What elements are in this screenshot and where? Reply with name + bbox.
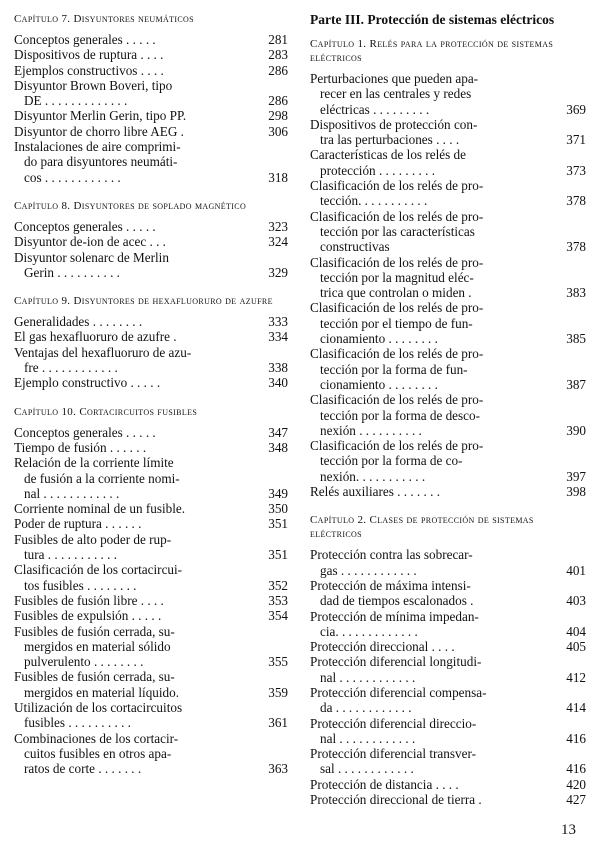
toc-entry-line: tura . . . . . . . . . . . xyxy=(24,547,118,563)
toc-entry xyxy=(14,314,288,329)
toc-page-ref: 329 xyxy=(268,264,288,280)
toc-entry-line: Clasificación de los relés de pro- xyxy=(310,178,484,194)
toc-entry-line: nal . . . . . . . . . . . . xyxy=(320,669,416,685)
toc-chapter xyxy=(14,294,288,390)
toc-page-ref: 359 xyxy=(268,684,288,700)
toc-entry-line: cionamiento . . . . . . . . xyxy=(320,331,438,347)
toc-entry xyxy=(310,609,586,640)
toc-chapter xyxy=(310,37,586,499)
toc-page-ref: 378 xyxy=(566,239,586,255)
toc-entry xyxy=(310,716,586,747)
chapter-title: Capítulo 7. Disyuntores neumáticos xyxy=(14,13,194,25)
toc-entry xyxy=(14,375,288,390)
toc-page-ref: 371 xyxy=(566,132,586,148)
toc-page-ref: 349 xyxy=(268,485,288,501)
toc-entry-line: protección . . . . . . . . . xyxy=(320,162,435,178)
toc-page-ref: 355 xyxy=(268,654,288,670)
toc-entry-line: Utilización de los cortacircuitos xyxy=(14,699,183,715)
toc-entry xyxy=(310,300,586,346)
toc-entry-line: Clasificación de los relés de pro- xyxy=(310,346,484,362)
toc-entry xyxy=(14,63,288,78)
toc-page-ref: 353 xyxy=(268,592,288,608)
toc-chapter xyxy=(14,199,288,280)
toc-entry xyxy=(14,455,288,501)
toc-page-ref: 369 xyxy=(566,101,586,117)
chapter-title: Capítulo 2. Clases de protección de sistemas eléctricos xyxy=(310,514,534,541)
toc-entry xyxy=(310,209,586,255)
chapter-title: Capítulo 10. Cortacircuitos fusibles xyxy=(14,405,198,418)
toc-entry xyxy=(14,440,288,455)
toc-entry-line: El gas hexafluoruro de azufre . xyxy=(14,329,177,345)
page-number: 13 xyxy=(561,822,576,838)
chapter-title: Capítulo 1. Relés para la protección de sistemas eléctricos xyxy=(310,38,554,64)
toc-page-ref: 403 xyxy=(566,593,586,609)
toc-page-ref: 334 xyxy=(268,329,288,345)
toc-entry xyxy=(310,578,586,609)
toc-left-column xyxy=(14,12,288,790)
toc-entry-line: de fusión a la corriente nomi- xyxy=(24,470,180,486)
toc-page-ref: 416 xyxy=(566,730,586,746)
toc-entry-line: tección por las características xyxy=(320,223,475,239)
toc-page-ref: 318 xyxy=(268,169,288,185)
toc-entry-line: Protección diferencial compensa- xyxy=(310,684,487,700)
toc-entry-line: tección por el tiempo de fun- xyxy=(320,315,473,331)
toc-entry-line: constructivas xyxy=(320,239,390,255)
toc-entry-line: Protección direccional de tierra . xyxy=(310,792,482,808)
toc-page-ref: 340 xyxy=(268,375,288,391)
toc-chapter xyxy=(14,12,288,185)
toc-entry xyxy=(310,685,586,716)
toc-page-ref: 383 xyxy=(566,285,586,301)
toc-entry-line: Generalidades . . . . . . . . xyxy=(14,314,143,330)
toc-entry xyxy=(14,516,288,531)
toc-page-ref: 390 xyxy=(566,422,586,438)
toc-entry-line: Fusibles de alto poder de rup- xyxy=(14,531,172,547)
toc-entry-line: fusibles . . . . . . . . . . xyxy=(24,715,131,731)
toc-entry-line: Disyuntor Brown Boveri, tipo xyxy=(14,77,173,93)
toc-entry-line: Clasificación de los cortacircui- xyxy=(14,562,183,578)
toc-entry-line: gas . . . . . . . . . . . . xyxy=(320,562,417,578)
toc-page-ref: 412 xyxy=(566,669,586,685)
toc-entry-line: do para disyuntores neumáti- xyxy=(24,154,178,170)
toc-page-ref: 404 xyxy=(566,623,586,639)
toc-entry-line: trica que controlan o miden . xyxy=(320,285,472,301)
toc-entry-line: Clasificación de los relés de pro- xyxy=(310,208,484,224)
toc-page-ref: 283 xyxy=(268,47,288,63)
toc-entry xyxy=(14,329,288,344)
toc-entry-line: Corriente nominal de un fusible. xyxy=(14,501,186,517)
toc-entry-line: mergidos en material sólido xyxy=(24,638,171,654)
toc-entry-line: tección por la forma de desco- xyxy=(320,407,481,423)
toc-entry xyxy=(310,71,586,117)
toc-entry-line: Protección de mínima impedan- xyxy=(310,608,479,624)
toc-right-column xyxy=(310,12,586,821)
toc-entry-line: pulverulento . . . . . . . . xyxy=(24,654,144,670)
toc-page-ref: 398 xyxy=(566,484,586,500)
toc-chapter xyxy=(310,513,586,807)
toc-entry-line: tección. . . . . . . . . . . xyxy=(320,193,428,209)
toc-entry-line: Fusibles de fusión cerrada, su- xyxy=(14,669,175,685)
toc-page-ref: 348 xyxy=(268,439,288,455)
toc-entry xyxy=(14,219,288,234)
toc-entry-line: Clasificación de los relés de pro- xyxy=(310,300,484,316)
toc-entry-line: Clasificación de los relés de pro- xyxy=(310,438,484,454)
toc-entry-line: Conceptos generales . . . . . xyxy=(14,218,156,234)
toc-entry xyxy=(310,392,586,438)
toc-entry xyxy=(310,547,586,578)
toc-page-ref: 361 xyxy=(268,715,288,731)
toc-page-ref: 363 xyxy=(268,761,288,777)
toc-entry-line: Ejemplos constructivos . . . . xyxy=(14,62,164,78)
toc-entry xyxy=(14,624,288,670)
toc-page-ref: 323 xyxy=(268,218,288,234)
toc-page-ref: 405 xyxy=(566,639,586,655)
toc-entry xyxy=(14,108,288,123)
toc-page-ref: 351 xyxy=(268,547,288,563)
toc-page-ref: 378 xyxy=(566,193,586,209)
toc-entry-line: nexión . . . . . . . . . . xyxy=(320,422,422,438)
toc-entry-line: da . . . . . . . . . . . . xyxy=(320,700,412,716)
toc-entry-line: sal . . . . . . . . . . . . xyxy=(320,761,414,777)
toc-entry xyxy=(14,562,288,593)
chapter-title: Capítulo 9. Disyuntores de hexafluoruro de azufre xyxy=(14,295,273,308)
toc-entry-line: Dispositivos de protección con- xyxy=(310,116,478,132)
toc-entry-line: Fusibles de expulsión . . . . . xyxy=(14,608,162,624)
toc-page-ref: 324 xyxy=(268,234,288,250)
toc-entry-line: ratos de corte . . . . . . . xyxy=(24,761,142,777)
toc-page-ref: 354 xyxy=(268,608,288,624)
toc-entry-line: Conceptos generales . . . . . xyxy=(14,32,156,47)
toc-entry-line: Ventajas del hexafluoruro de azu- xyxy=(14,344,192,360)
toc-entry-line: Disyuntor de-ion de acec . . . xyxy=(14,234,166,250)
toc-page-ref: 416 xyxy=(566,761,586,777)
toc-entry xyxy=(14,532,288,563)
toc-page-ref: 286 xyxy=(268,93,288,109)
toc-entry xyxy=(310,792,586,807)
toc-entry-line: Dispositivos de ruptura . . . . xyxy=(14,47,164,63)
chapter-title: Capítulo 8. Disyuntores de soplado magnético xyxy=(14,199,247,212)
toc-page-ref: 281 xyxy=(268,32,288,47)
toc-entry xyxy=(14,669,288,700)
toc-entry-line: Disyuntor de chorro libre AEG . xyxy=(14,123,184,139)
toc-entry-line: Protección direccional . . . . xyxy=(310,639,455,655)
toc-page-ref: 397 xyxy=(566,468,586,484)
toc-entry-line: cuitos fusibles en otros apa- xyxy=(24,745,172,761)
toc-page-ref: 286 xyxy=(268,62,288,78)
toc-entry xyxy=(14,700,288,731)
toc-entry-line: Clasificación de los relés de pro- xyxy=(310,254,484,270)
toc-entry xyxy=(310,639,586,654)
toc-entry-line: Disyuntor Merlin Gerin, tipo PP. xyxy=(14,108,187,124)
toc-entry xyxy=(310,117,586,148)
toc-page-ref: 414 xyxy=(566,700,586,716)
toc-page-ref: 298 xyxy=(268,108,288,124)
toc-entry xyxy=(14,501,288,516)
toc-entry-line: Protección diferencial longitudi- xyxy=(310,654,482,670)
toc-entry xyxy=(310,255,586,301)
toc-entry xyxy=(310,147,586,178)
toc-entry xyxy=(14,425,288,440)
toc-entry-line: cionamiento . . . . . . . . xyxy=(320,376,438,392)
toc-entry-line: Ejemplo constructivo . . . . . xyxy=(14,375,161,391)
toc-entry-line: recer en las centrales y redes xyxy=(320,86,472,102)
part-title: Parte III. Protección de sistemas eléctricos xyxy=(310,12,555,27)
toc-entry-line: eléctricas . . . . . . . . . xyxy=(320,101,430,117)
toc-entry-line: tos fusibles . . . . . . . . xyxy=(24,577,137,593)
toc-entry-line: DE . . . . . . . . . . . . . xyxy=(24,93,128,109)
toc-entry-line: Perturbaciones que pueden apa- xyxy=(310,71,479,86)
toc-page-ref: 306 xyxy=(268,123,288,139)
toc-entry xyxy=(310,654,586,685)
toc-entry xyxy=(14,731,288,777)
toc-entry-line: Poder de ruptura . . . . . . xyxy=(14,516,142,532)
toc-page-ref: 350 xyxy=(268,501,288,517)
toc-entry-line: nal . . . . . . . . . . . . xyxy=(320,730,416,746)
toc-entry xyxy=(310,777,586,792)
toc-page-ref: 333 xyxy=(268,314,288,330)
toc-entry xyxy=(14,139,288,185)
toc-entry-line: Fusibles de fusión libre . . . . xyxy=(14,592,164,608)
toc-entry-line: Tiempo de fusión . . . . . . xyxy=(14,439,147,455)
toc-entry xyxy=(310,346,586,392)
toc-entry-line: Gerin . . . . . . . . . . xyxy=(24,264,120,280)
toc-entry-line: dad de tiempos escalonados . xyxy=(320,593,474,609)
toc-entry-line: Características de los relés de xyxy=(310,147,466,163)
toc-entry xyxy=(14,593,288,608)
toc-entry-line: cia. . . . . . . . . . . . . xyxy=(320,623,418,639)
toc-entry-line: fre . . . . . . . . . . . . xyxy=(24,360,118,376)
toc-entry-line: Combinaciones de los cortacir- xyxy=(14,730,179,746)
toc-chapter xyxy=(14,405,288,777)
toc-entry-line: Protección diferencial transver- xyxy=(310,746,476,762)
toc-entry-line: Relés auxiliares . . . . . . . xyxy=(310,484,441,500)
toc-entry-line: Relación de la corriente límite xyxy=(14,455,174,471)
toc-entry-line: tección por la magnitud eléc- xyxy=(320,269,474,285)
toc-entry-line: mergidos en material líquido. xyxy=(24,684,180,700)
toc-entry-line: tra las perturbaciones . . . . xyxy=(320,132,460,148)
toc-entry-line: Disyuntor solenarc de Merlin xyxy=(14,249,169,265)
toc-page-ref: 352 xyxy=(268,577,288,593)
toc-page-ref: 385 xyxy=(566,331,586,347)
toc-page-ref: 387 xyxy=(566,376,586,392)
toc-entry-line: Instalaciones de aire comprimi- xyxy=(14,139,181,155)
toc-entry-line: Protección diferencial direccio- xyxy=(310,715,477,731)
toc-page-ref: 373 xyxy=(566,162,586,178)
toc-page-ref: 338 xyxy=(268,360,288,376)
toc-entry-line: Fusibles de fusión cerrada, su- xyxy=(14,623,175,639)
toc-entry-line: Clasificación de los relés de pro- xyxy=(310,392,484,408)
toc-entry xyxy=(310,484,586,499)
toc-entry-line: Protección de distancia . . . . xyxy=(310,776,459,792)
toc-entry xyxy=(14,78,288,109)
toc-entry xyxy=(14,234,288,249)
toc-entry-line: cos . . . . . . . . . . . . xyxy=(24,169,121,185)
toc-entry xyxy=(310,178,586,209)
toc-entry xyxy=(310,746,586,777)
toc-entry xyxy=(14,250,288,281)
toc-entry-line: nexión. . . . . . . . . . . xyxy=(320,468,426,484)
toc-entry-line: tección por la forma de co- xyxy=(320,453,463,469)
toc-entry-line: tección por la forma de fun- xyxy=(320,361,468,377)
toc-entry xyxy=(310,438,586,484)
toc-entry xyxy=(14,47,288,62)
toc-page-ref: 347 xyxy=(268,424,288,440)
toc-page-ref: 427 xyxy=(566,792,586,808)
toc-entry-line: Protección de máxima intensi- xyxy=(310,577,471,593)
toc-entry xyxy=(14,124,288,139)
toc-entry xyxy=(14,32,288,47)
toc-entry-line: nal . . . . . . . . . . . . xyxy=(24,485,120,501)
toc-page-ref: 351 xyxy=(268,516,288,532)
toc-entry xyxy=(14,608,288,623)
toc-page-ref: 420 xyxy=(566,776,586,792)
toc-entry-line: Conceptos generales . . . . . xyxy=(14,424,156,440)
toc-entry-line: Protección contra las sobrecar- xyxy=(310,547,473,563)
toc-entry xyxy=(14,345,288,376)
toc-page-ref: 401 xyxy=(566,562,586,578)
